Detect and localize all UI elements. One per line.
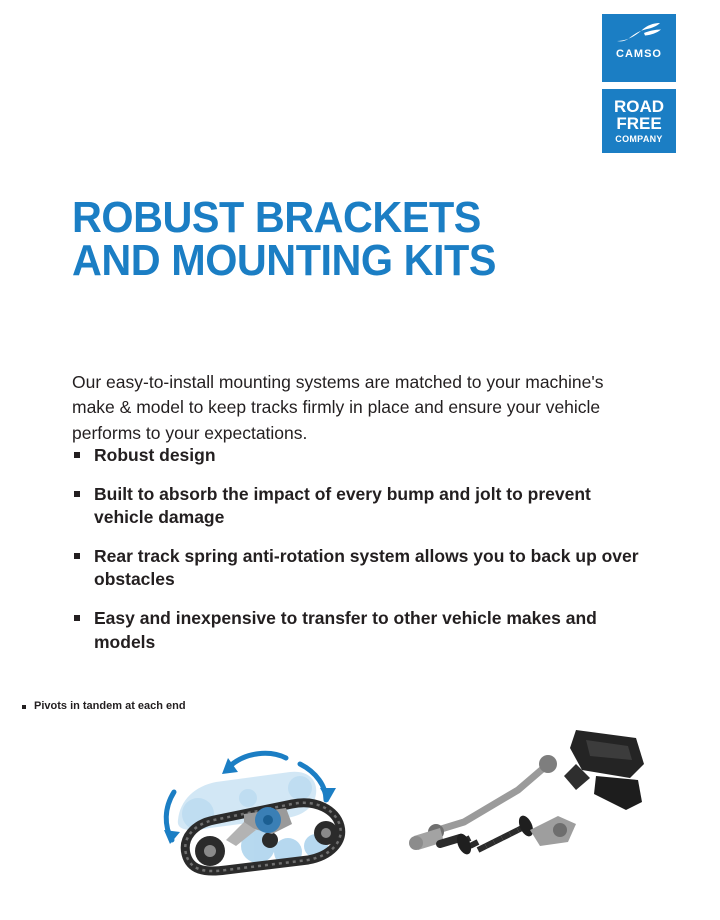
page-title-line2: AND MOUNTING KITS (72, 236, 496, 286)
list-item: Rear track spring anti-rotation system allows you to back up over obstacles (72, 545, 652, 591)
road-free-line2: FREE (616, 114, 662, 134)
list-item: Easy and inexpensive to transfer to other vehicle makes and models (72, 607, 652, 653)
page-title-line1: ROBUST BRACKETS (72, 193, 481, 243)
mounting-bracket-hardware-photo (400, 718, 660, 878)
feature-bullet-list (72, 444, 652, 670)
rubber-track-assembly-diagram (140, 728, 390, 878)
illustration-area (0, 718, 720, 898)
road-free-line1: ROAD (613, 97, 665, 117)
list-item: Robust design (72, 444, 652, 467)
camso-logo (602, 14, 676, 82)
intro-paragraph: Our easy-to-install mounting systems are matched to your machine's make & model to keep tracks firmly in place and ensure your vehicle performs to your expectations. (72, 371, 604, 444)
camso-wordmark: CAMSO (616, 48, 662, 60)
page-title (72, 193, 598, 286)
road-free-line3: COMPANY (615, 133, 663, 144)
list-item: Built to absorb the impact of every bump and jolt to prevent vehicle damage (72, 483, 652, 529)
camso-logo-block (602, 14, 676, 153)
footnote: Pivots in tandem at each end (20, 700, 434, 712)
camso-swoosh-icon (614, 20, 664, 46)
road-free-company-badge (602, 89, 676, 153)
